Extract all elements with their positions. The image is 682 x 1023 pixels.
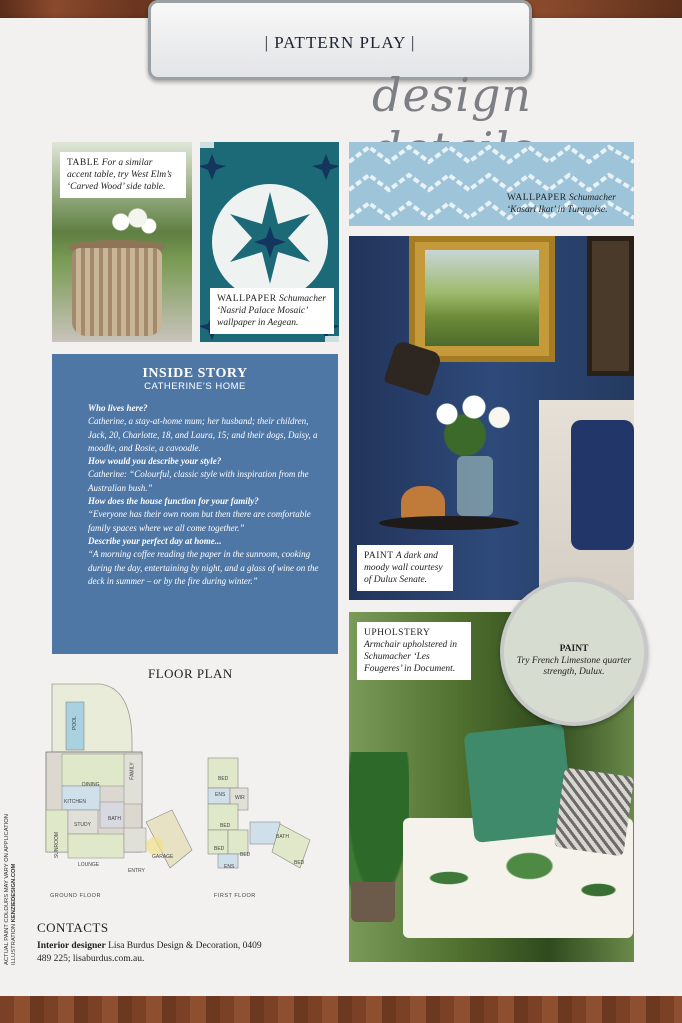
paint-swatch-caption: PAINT Try French Limestone quarter strength, Dulux. (516, 644, 632, 677)
story-answer: Catherine: “Colourful, classic style with inspiration from the Australian bush.” (88, 469, 309, 493)
room-label: KITCHEN (64, 799, 86, 805)
contacts-role: Interior designer (37, 941, 106, 951)
design-details-heading: design (372, 68, 533, 122)
table-caption: TABLE For a similar accent table, try West Elm’s ‘Carved Wood’ side table. (60, 152, 186, 198)
mirror-image (587, 236, 634, 376)
ikat-wallpaper-swatch (349, 142, 634, 226)
blue-pillow-image (571, 420, 634, 550)
wood-surface (0, 996, 682, 1023)
table-photo (52, 142, 192, 342)
ground-floor-label: GROUND FLOOR (50, 893, 101, 899)
story-subtitle: CATHERINE’S HOME (144, 381, 246, 392)
ground-floor-plan (46, 684, 192, 868)
plant-image (349, 752, 409, 892)
print-cushion-image (554, 768, 634, 857)
room-label: BED (214, 846, 225, 852)
room-label: DINING (82, 782, 100, 788)
floor-plan-title: FLOOR PLAN (148, 666, 233, 681)
story-title: INSIDE STORY (142, 366, 248, 381)
clip-title: | PATTERN PLAY | (264, 33, 416, 52)
paint-tin-swatch (500, 578, 648, 726)
blue-bedroom-photo (349, 236, 634, 600)
pot-image (351, 882, 395, 922)
mosaic-caption: WALLPAPER Schumacher ‘Nasrid Palace Mosaic’ wallpaper in Aegean. (210, 288, 334, 334)
room-label: POOL (71, 716, 78, 730)
upholstery-caption: UPHOLSTERY Armchair upholstered in Schumacher ‘Les Fougeres’ in Document. (357, 622, 471, 680)
room-label: LOUNGE (78, 862, 100, 868)
room-label: STUDY (74, 822, 91, 828)
flowers-image (104, 202, 160, 242)
room-label: BATH (108, 816, 121, 822)
bouquet-image (429, 386, 519, 456)
story-answer: “A morning coffee reading the paper in the sunroom, cooking during the day, entertaining by night, and a glass of wine on the deck in summer – or by the fire during winter.” (88, 549, 319, 586)
room-label: ENS (224, 864, 235, 870)
carved-table-image (72, 248, 162, 336)
room-label: BED (218, 776, 229, 782)
story-question: How does the house function for your family? (88, 496, 259, 507)
first-floor-label: FIRST FLOOR (214, 893, 256, 899)
side-table-image (379, 516, 519, 530)
room-label: WIR (235, 795, 245, 801)
room-label: BATH (276, 834, 289, 840)
story-answer: Catherine, a stay-at-home mum; her husband; their children, Jack, 20, Charlotte, 18, and Laura, 15; and their dogs, Daisy, a moodle, and Rosie, a cavoodle. (88, 416, 318, 453)
contacts-detail: Lisa Burdus Design & Decoration, 0409 489 225; lisaburdus.com.au. (37, 941, 262, 964)
story-question: Who lives here? (88, 403, 148, 413)
side-credit: ACTUAL PAINT COLOURS MAY VARY ON APPLICATION ILLUSTRATION KENZIEDESIGN.COM (4, 814, 17, 965)
room-label: BED (240, 852, 251, 858)
story-question: Describe your perfect day at home... (88, 535, 222, 546)
room-label: ENTRY (128, 868, 145, 874)
contacts-text (37, 940, 277, 966)
mosaic-wallpaper-swatch (200, 142, 339, 342)
room-label: SUNROOM (54, 831, 61, 859)
room-label: BED (220, 823, 231, 829)
story-answer: “Everyone has their own room but then there are comfortable family spaces where we all come together.” (88, 509, 311, 533)
room-label: ENS (215, 792, 226, 798)
story-body (88, 402, 328, 588)
vase-image (457, 456, 493, 516)
room-label: BED (294, 860, 305, 866)
wall-paint-caption: PAINT A dark and moody wall courtesy of Dulux Senate. (357, 545, 453, 591)
room-label: FAMILY (129, 762, 136, 780)
contacts-title: CONTACTS (37, 920, 109, 935)
ikat-caption: WALLPAPER Schumacher ‘Kasari Ikat’ in Turquoise. (507, 193, 616, 215)
story-question: How would you describe your style? (88, 456, 222, 467)
inside-story-box (52, 354, 338, 654)
landscape-painting-image (409, 236, 555, 362)
room-label: GARAGE (152, 854, 174, 860)
